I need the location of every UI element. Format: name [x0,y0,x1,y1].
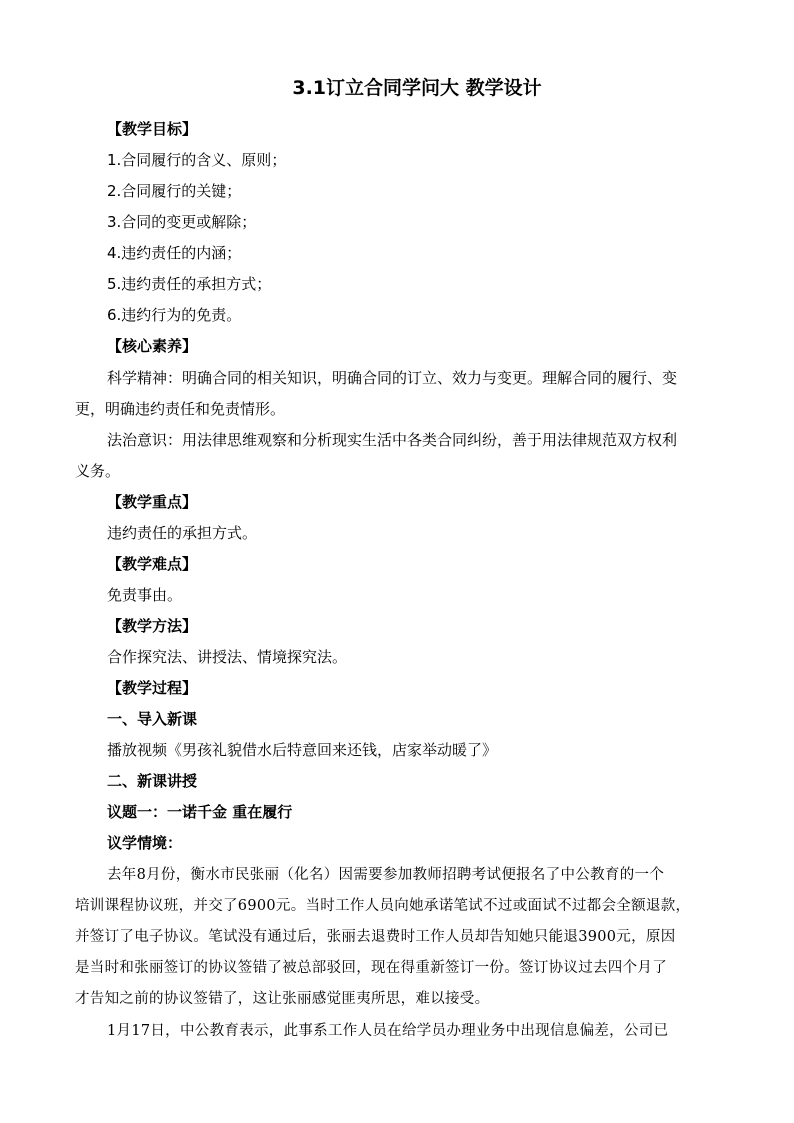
goal-item: 3.合同的变更或解除； [107,213,257,231]
topic-heading: 议题一：一诺千金 重在履行 [107,803,293,821]
situation-heading: 议学情境： [107,834,183,852]
method-heading: 【教学方法】 [107,617,198,635]
case-paragraph-line: 培训课程协议班，并交了6900元。当时工作人员向她承诺笔试不过或面试不过都会全额退款， [75,898,691,914]
goals-heading: 【教学目标】 [107,120,198,138]
process-heading: 【教学过程】 [107,679,198,697]
case-paragraph-line: 1月17日，中公教育表示，此事系工作人员在给学员办理业务中出现信息偏差，公司已 [107,1023,669,1039]
case-paragraph-line: 才告知之前的协议签错了，这让张丽感觉匪夷所思，难以接受。 [75,991,490,1007]
goal-item: 4.违约责任的内涵； [107,244,242,262]
goal-item: 6.违约行为的免责。 [107,306,242,324]
goal-item: 2.合同履行的关键； [107,182,242,200]
case-paragraph-line: 是当时和张丽签订的协议签错了被总部驳回，现在得重新签订一份。签订协议过去四个月了 [75,960,667,976]
document-title: 3.1订立合同学问大 教学设计 [292,77,542,99]
goal-item: 1.合同履行的含义、原则； [107,151,287,169]
core-paragraph-line: 科学精神：明确合同的相关知识，明确合同的订立、效力与变更。理解合同的履行、变 [107,369,678,387]
core-heading: 【核心素养】 [107,337,198,355]
difficult-text: 免责事由。 [107,586,183,604]
core-paragraph-line: 义务。 [75,462,121,480]
difficult-heading: 【教学难点】 [107,555,198,573]
key-text: 违约责任的承担方式。 [107,524,258,542]
intro-heading: 一、导入新课 [107,710,198,728]
core-paragraph-line: 法治意识：用法律思维观察和分析现实生活中各类合同纠纷，善于用法律规范双方权利 [107,431,678,449]
case-paragraph-line: 去年8月份，衡水市民张丽（化名）因需要参加教师招聘考试便报名了中公教育的一个 [107,867,665,883]
goal-item: 5.违约责任的承担方式； [107,275,272,293]
new-lesson-heading: 二、新课讲授 [107,772,198,790]
intro-text: 播放视频《男孩礼貌借水后特意回来还钱，店家举动暖了》 [107,741,498,759]
core-paragraph-line: 更，明确违约责任和免责情形。 [75,400,286,418]
key-heading: 【教学重点】 [107,493,198,511]
method-text: 合作探究法、讲授法、情境探究法。 [107,648,348,666]
case-paragraph-line: 并签订了电子协议。笔试没有通过后，张丽去退费时工作人员却告知她只能退3900元，原因 [75,929,676,945]
